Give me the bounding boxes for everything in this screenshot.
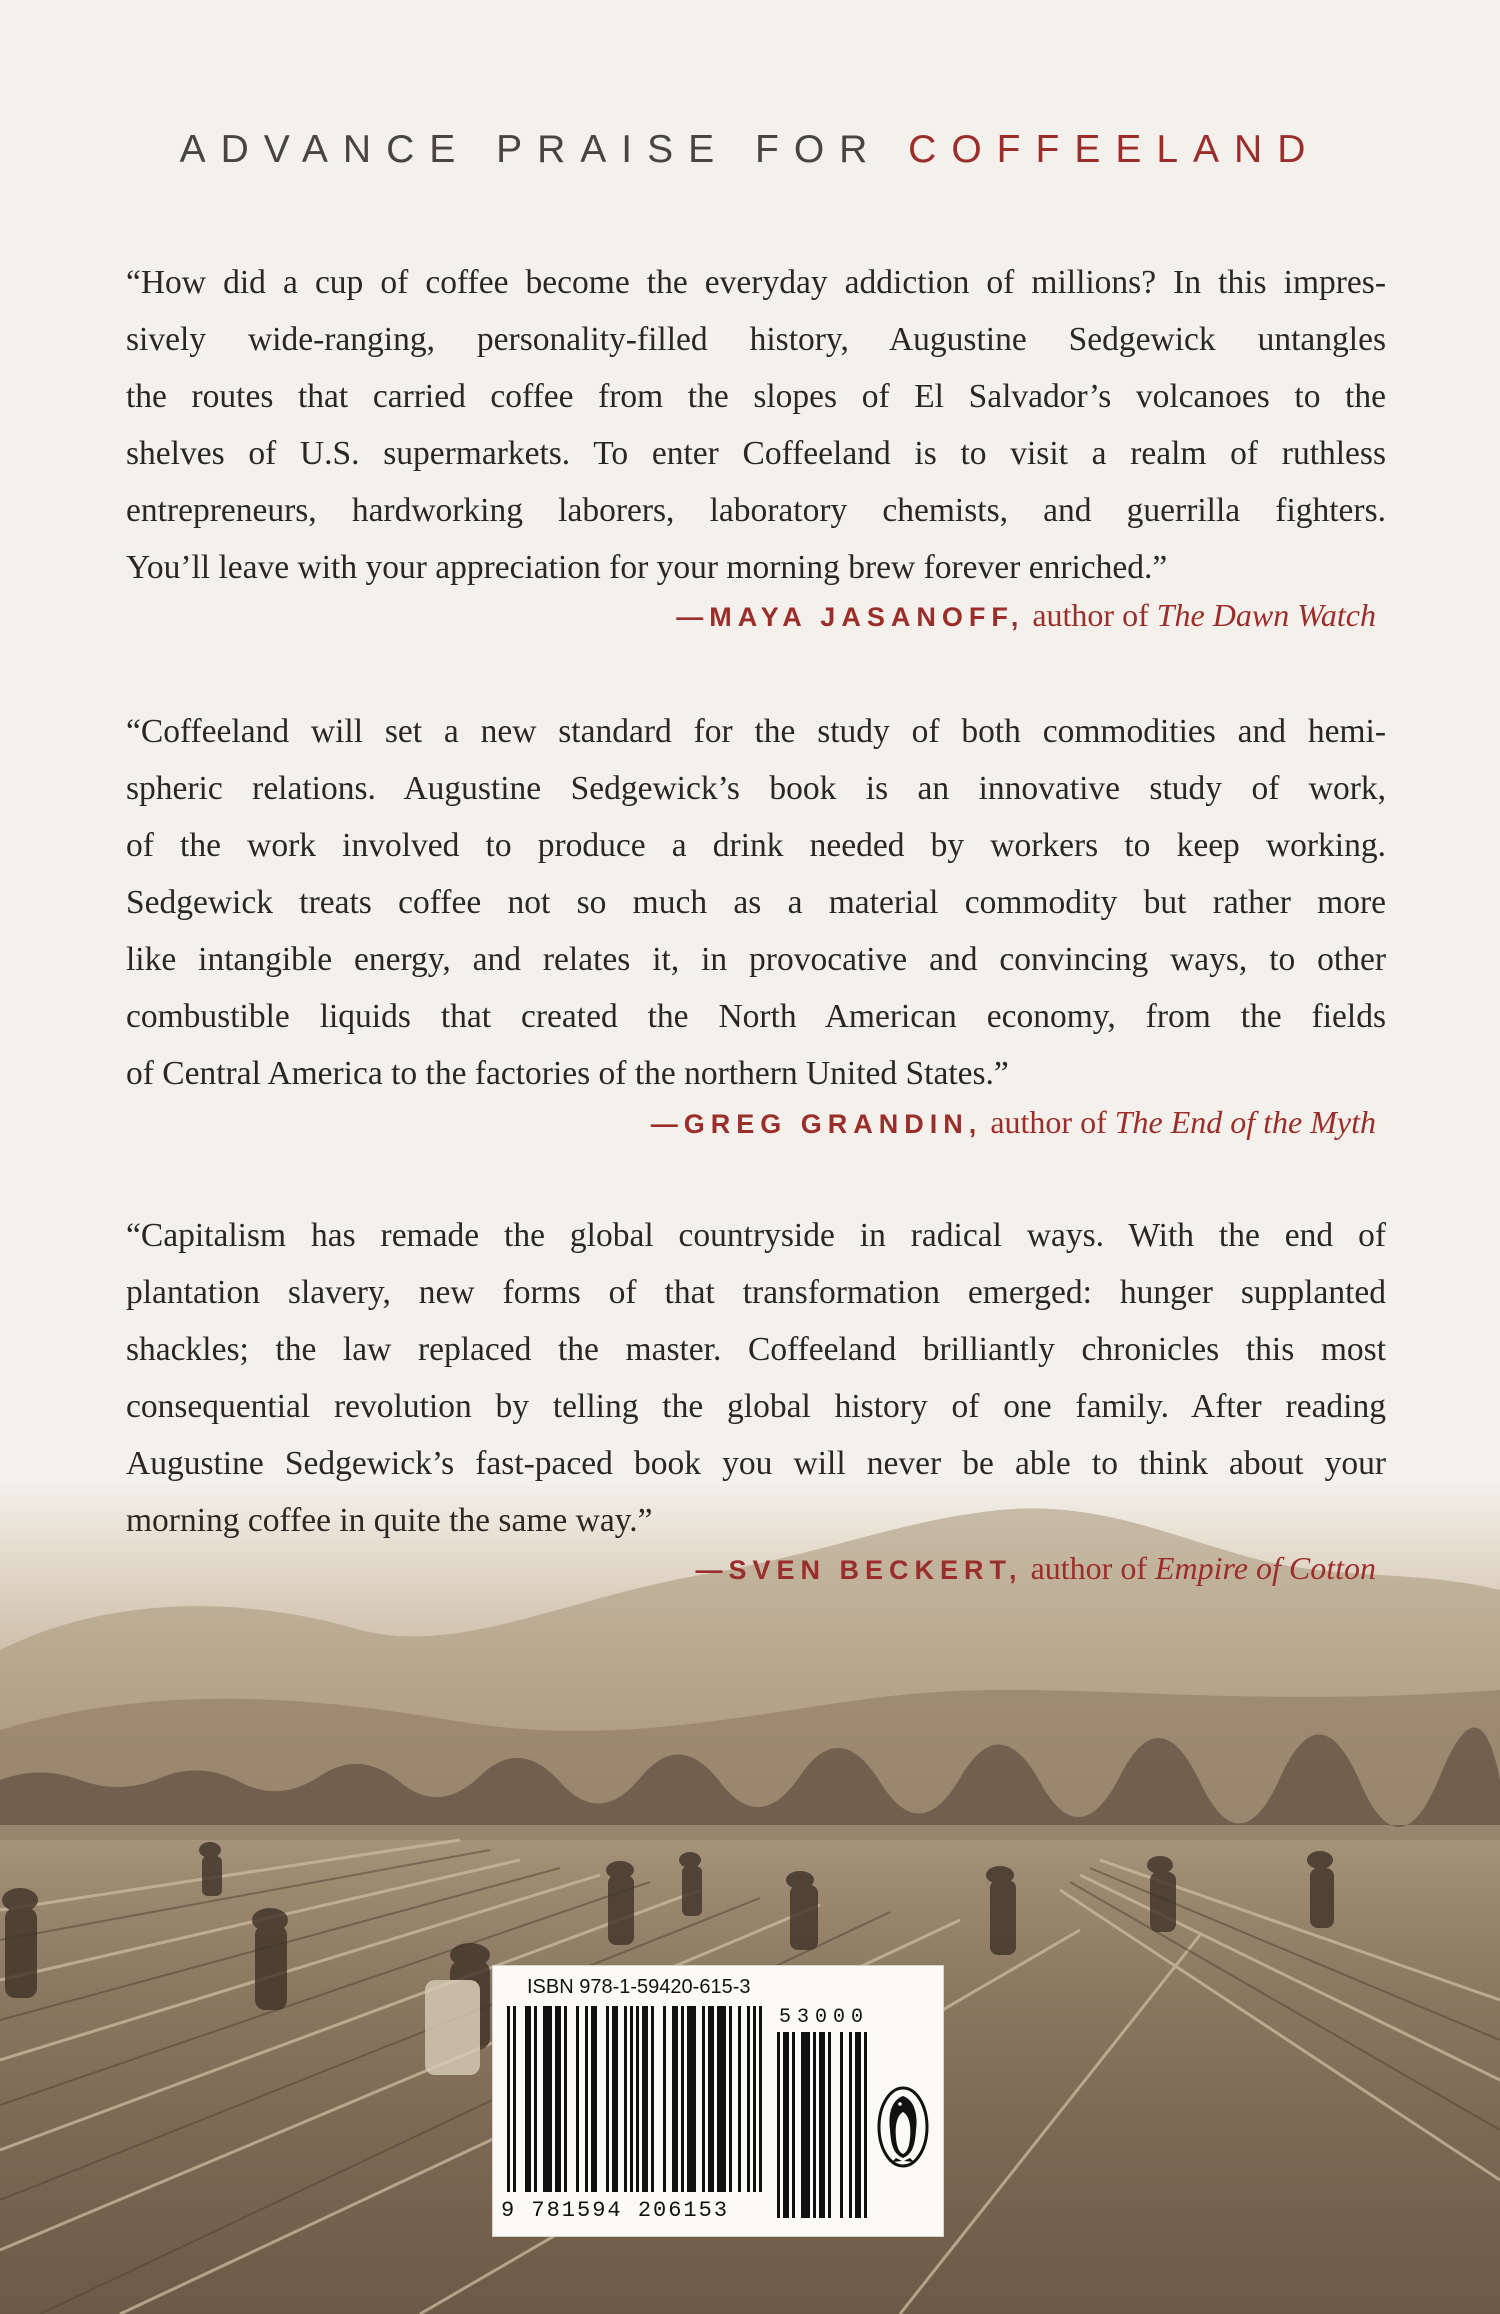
- attribution-role: author of: [1032, 597, 1149, 633]
- quote-line: “How did a cup of coffee become the everyday addiction of millions? In this impres-: [126, 264, 1386, 301]
- penguin-icon: [877, 2086, 929, 2168]
- quote-line: morning coffee in quite the same way.”: [126, 1502, 653, 1539]
- barcode-bar: [792, 2032, 795, 2218]
- praise-quote-1: [126, 254, 1386, 596]
- attribution-role: author of: [1030, 1550, 1147, 1586]
- attribution-book: The End of the Myth: [1114, 1104, 1376, 1140]
- price-barcode: [777, 2032, 869, 2222]
- ean-digits: 9 781594 206153: [501, 2198, 730, 2223]
- barcode-bar: [507, 2006, 510, 2192]
- barcode-bar: [576, 2006, 579, 2192]
- quote-line: entrepreneurs, hardworking laborers, laboratory chemists, and guerrilla fighters.: [126, 492, 1386, 529]
- price-code: 53000: [779, 2006, 870, 2029]
- attribution-book: Empire of Cotton: [1154, 1550, 1376, 1586]
- quote-line: plantation slavery, new forms of that transformation emerged: hunger supplanted: [126, 1274, 1386, 1311]
- quote-3-attribution: [696, 1550, 1376, 1587]
- barcode-bar: [783, 2032, 789, 2218]
- heading-book-title: COFFEELAND: [908, 128, 1321, 171]
- ean-barcode: [507, 2006, 769, 2196]
- quote-line: of the work involved to produce a drink needed by workers to keep working.: [126, 827, 1386, 864]
- barcode-bar: [753, 2006, 756, 2192]
- barcode-bar: [738, 2006, 741, 2192]
- quote-2-attribution: [651, 1104, 1376, 1141]
- quote-line: shelves of U.S. supermarkets. To enter Coffeeland is to visit a realm of ruthless: [126, 435, 1386, 472]
- barcode-bar: [813, 2032, 816, 2218]
- praise-quote-2: [126, 703, 1386, 1102]
- praise-heading: [0, 128, 1500, 172]
- quote-line: Augustine Sedgewick’s fast-paced book you will never be able to think about your: [126, 1445, 1386, 1482]
- barcode-bar: [819, 2032, 825, 2218]
- quote-line: combustible liquids that created the North American economy, from the fields: [126, 998, 1386, 1035]
- quote-line: the routes that carried coffee from the slopes of El Salvador’s volcanoes to the: [126, 378, 1386, 415]
- isbn-number: ISBN 978-1-59420-615-3: [527, 1976, 751, 1998]
- barcode-bar: [672, 2006, 678, 2192]
- barcode-bar: [585, 2006, 588, 2192]
- barcode-bar: [747, 2006, 750, 2192]
- barcode-bar: [663, 2006, 666, 2192]
- barcode-bar: [564, 2006, 567, 2192]
- quote-line: Sedgewick treats coffee not so much as a material commodity but rather more: [126, 884, 1386, 921]
- quote-line: like intangible energy, and relates it, in provocative and convincing ways, to other: [126, 941, 1386, 978]
- barcode-bar: [555, 2006, 561, 2192]
- barcode-bar: [702, 2006, 705, 2192]
- quote-1-attribution: [676, 597, 1376, 634]
- attribution-role: author of: [990, 1104, 1107, 1140]
- barcode-bar: [624, 2006, 627, 2192]
- barcode-bar: [612, 2006, 618, 2192]
- attribution-name: —SVEN BECKERT,: [695, 1555, 1023, 1585]
- attribution-name: —GREG GRANDIN,: [650, 1109, 983, 1139]
- quote-line: sively wide-ranging, personality-filled history, Augustine Sedgewick untangles: [126, 321, 1386, 358]
- barcode-bar: [606, 2006, 609, 2192]
- barcode-bar: [759, 2006, 762, 2192]
- isbn-barcode-label: [493, 1966, 943, 2236]
- barcode-bar: [828, 2032, 831, 2218]
- barcode-bar: [729, 2006, 732, 2192]
- heading-prefix: ADVANCE PRAISE FOR: [179, 128, 883, 171]
- barcode-bar: [840, 2032, 843, 2218]
- barcode-bar: [636, 2006, 639, 2192]
- quote-line: spheric relations. Augustine Sedgewick’s book is an innovative study of work,: [126, 770, 1386, 807]
- barcode-bar: [651, 2006, 654, 2192]
- barcode-bar: [708, 2006, 714, 2192]
- attribution-book: The Dawn Watch: [1156, 597, 1376, 633]
- barcode-bar: [849, 2032, 852, 2218]
- quote-line: of Central America to the factories of the northern United States.”: [126, 1055, 1009, 1092]
- quote-line: shackles; the law replaced the master. Coffeeland brilliantly chronicles this most: [126, 1331, 1386, 1368]
- barcode-bar: [513, 2006, 516, 2192]
- quote-line: consequential revolution by telling the global history of one family. After reading: [126, 1388, 1386, 1425]
- praise-quote-3: [126, 1207, 1386, 1549]
- barcode-bar: [864, 2032, 867, 2218]
- quote-line: “Capitalism has remade the global countryside in radical ways. With the end of: [126, 1217, 1386, 1254]
- barcode-bar: [591, 2006, 597, 2192]
- quote-line: You’ll leave with your appreciation for your morning brew forever enriched.”: [126, 549, 1168, 586]
- barcode-bar: [525, 2006, 531, 2192]
- barcode-bar: [801, 2032, 810, 2218]
- barcode-bar: [543, 2006, 552, 2192]
- barcode-bar: [534, 2006, 537, 2192]
- barcode-bar: [630, 2006, 633, 2192]
- barcode-bar: [681, 2006, 684, 2192]
- barcode-bar: [717, 2006, 726, 2192]
- quote-line: “Coffeeland will set a new standard for the study of both commodities and hemi-: [126, 713, 1386, 750]
- attribution-name: —MAYA JASANOFF,: [676, 602, 1025, 632]
- barcode-bar: [687, 2006, 696, 2192]
- barcode-bar: [642, 2006, 648, 2192]
- barcode-bar: [855, 2032, 861, 2218]
- barcode-bar: [777, 2032, 780, 2218]
